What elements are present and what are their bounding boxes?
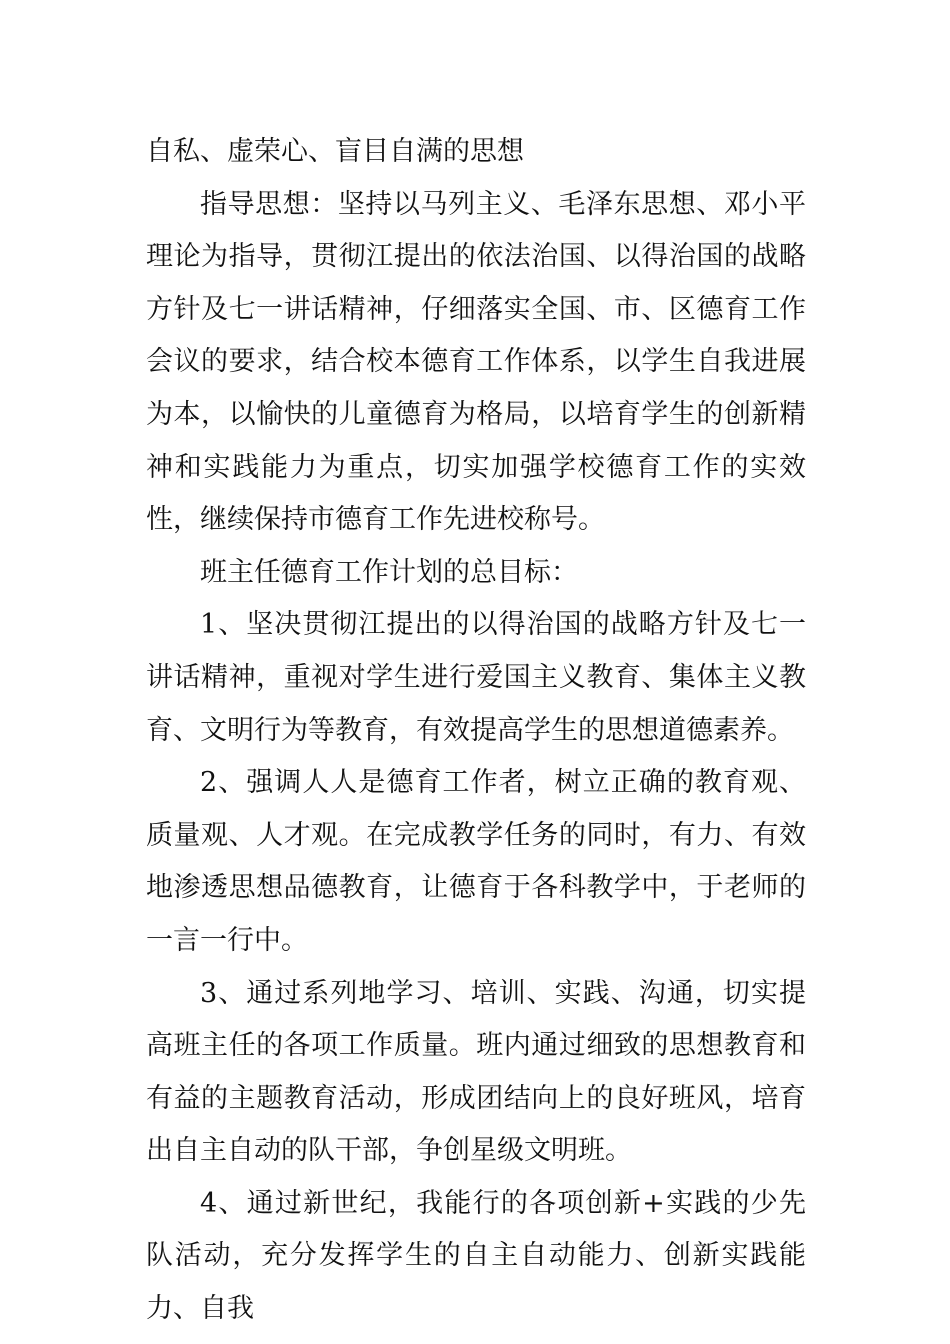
paragraph-goal-3: 3、通过系列地学习、培训、实践、沟通，切实提高班主任的各项工作质量。班内通过细致的思想教育和有益的主题教育活动，形成团结向上的良好班风，培育出自主自动的队干部，争创星级文明班。 (146, 977, 806, 1167)
paragraph-goal-2: 2、强调人人是德育工作者，树立正确的教育观、质量观、人才观。在完成教学任务的同时，有力、有效地渗透思想品德教育，让德育于各科教学中，于老师的一言一行中。 (146, 767, 806, 956)
paragraph-goal-1: 1、坚决贯彻江提出的以得治国的战略方针及七一讲话精神，重视对学生进行爱国主义教育、集体主义教育、文明行为等教育，有效提高学生的思想道德素养。 (146, 609, 806, 746)
paragraph-overall-goal-heading: 班主任德育工作计划的总目标： (200, 556, 578, 588)
document-body (146, 126, 806, 1336)
paragraph-goal-4: 4、通过新世纪，我能行的各项创新+实践的少先队活动，充分发挥学生的自主自动能力、创新实践能力、自我 (146, 1187, 806, 1325)
paragraph-guiding-ideology: 指导思想：坚持以马列主义、毛泽东思想、邓小平理论为指导，贯彻江提出的依法治国、以得治国的战略方针及七一讲话精神，仔细落实全国、市、区德育工作会议的要求，结合校本德育工作体系，以学生自我进展为本，以愉快的儿童德育为格局，以培育学生的创新精神和实践能力为重点，切实加强学校德育工作的实效性，继续保持市德育工作先进校称号。 (146, 188, 806, 536)
paragraph-1: 自私、虚荣心、盲目自满的思想 (146, 136, 524, 167)
